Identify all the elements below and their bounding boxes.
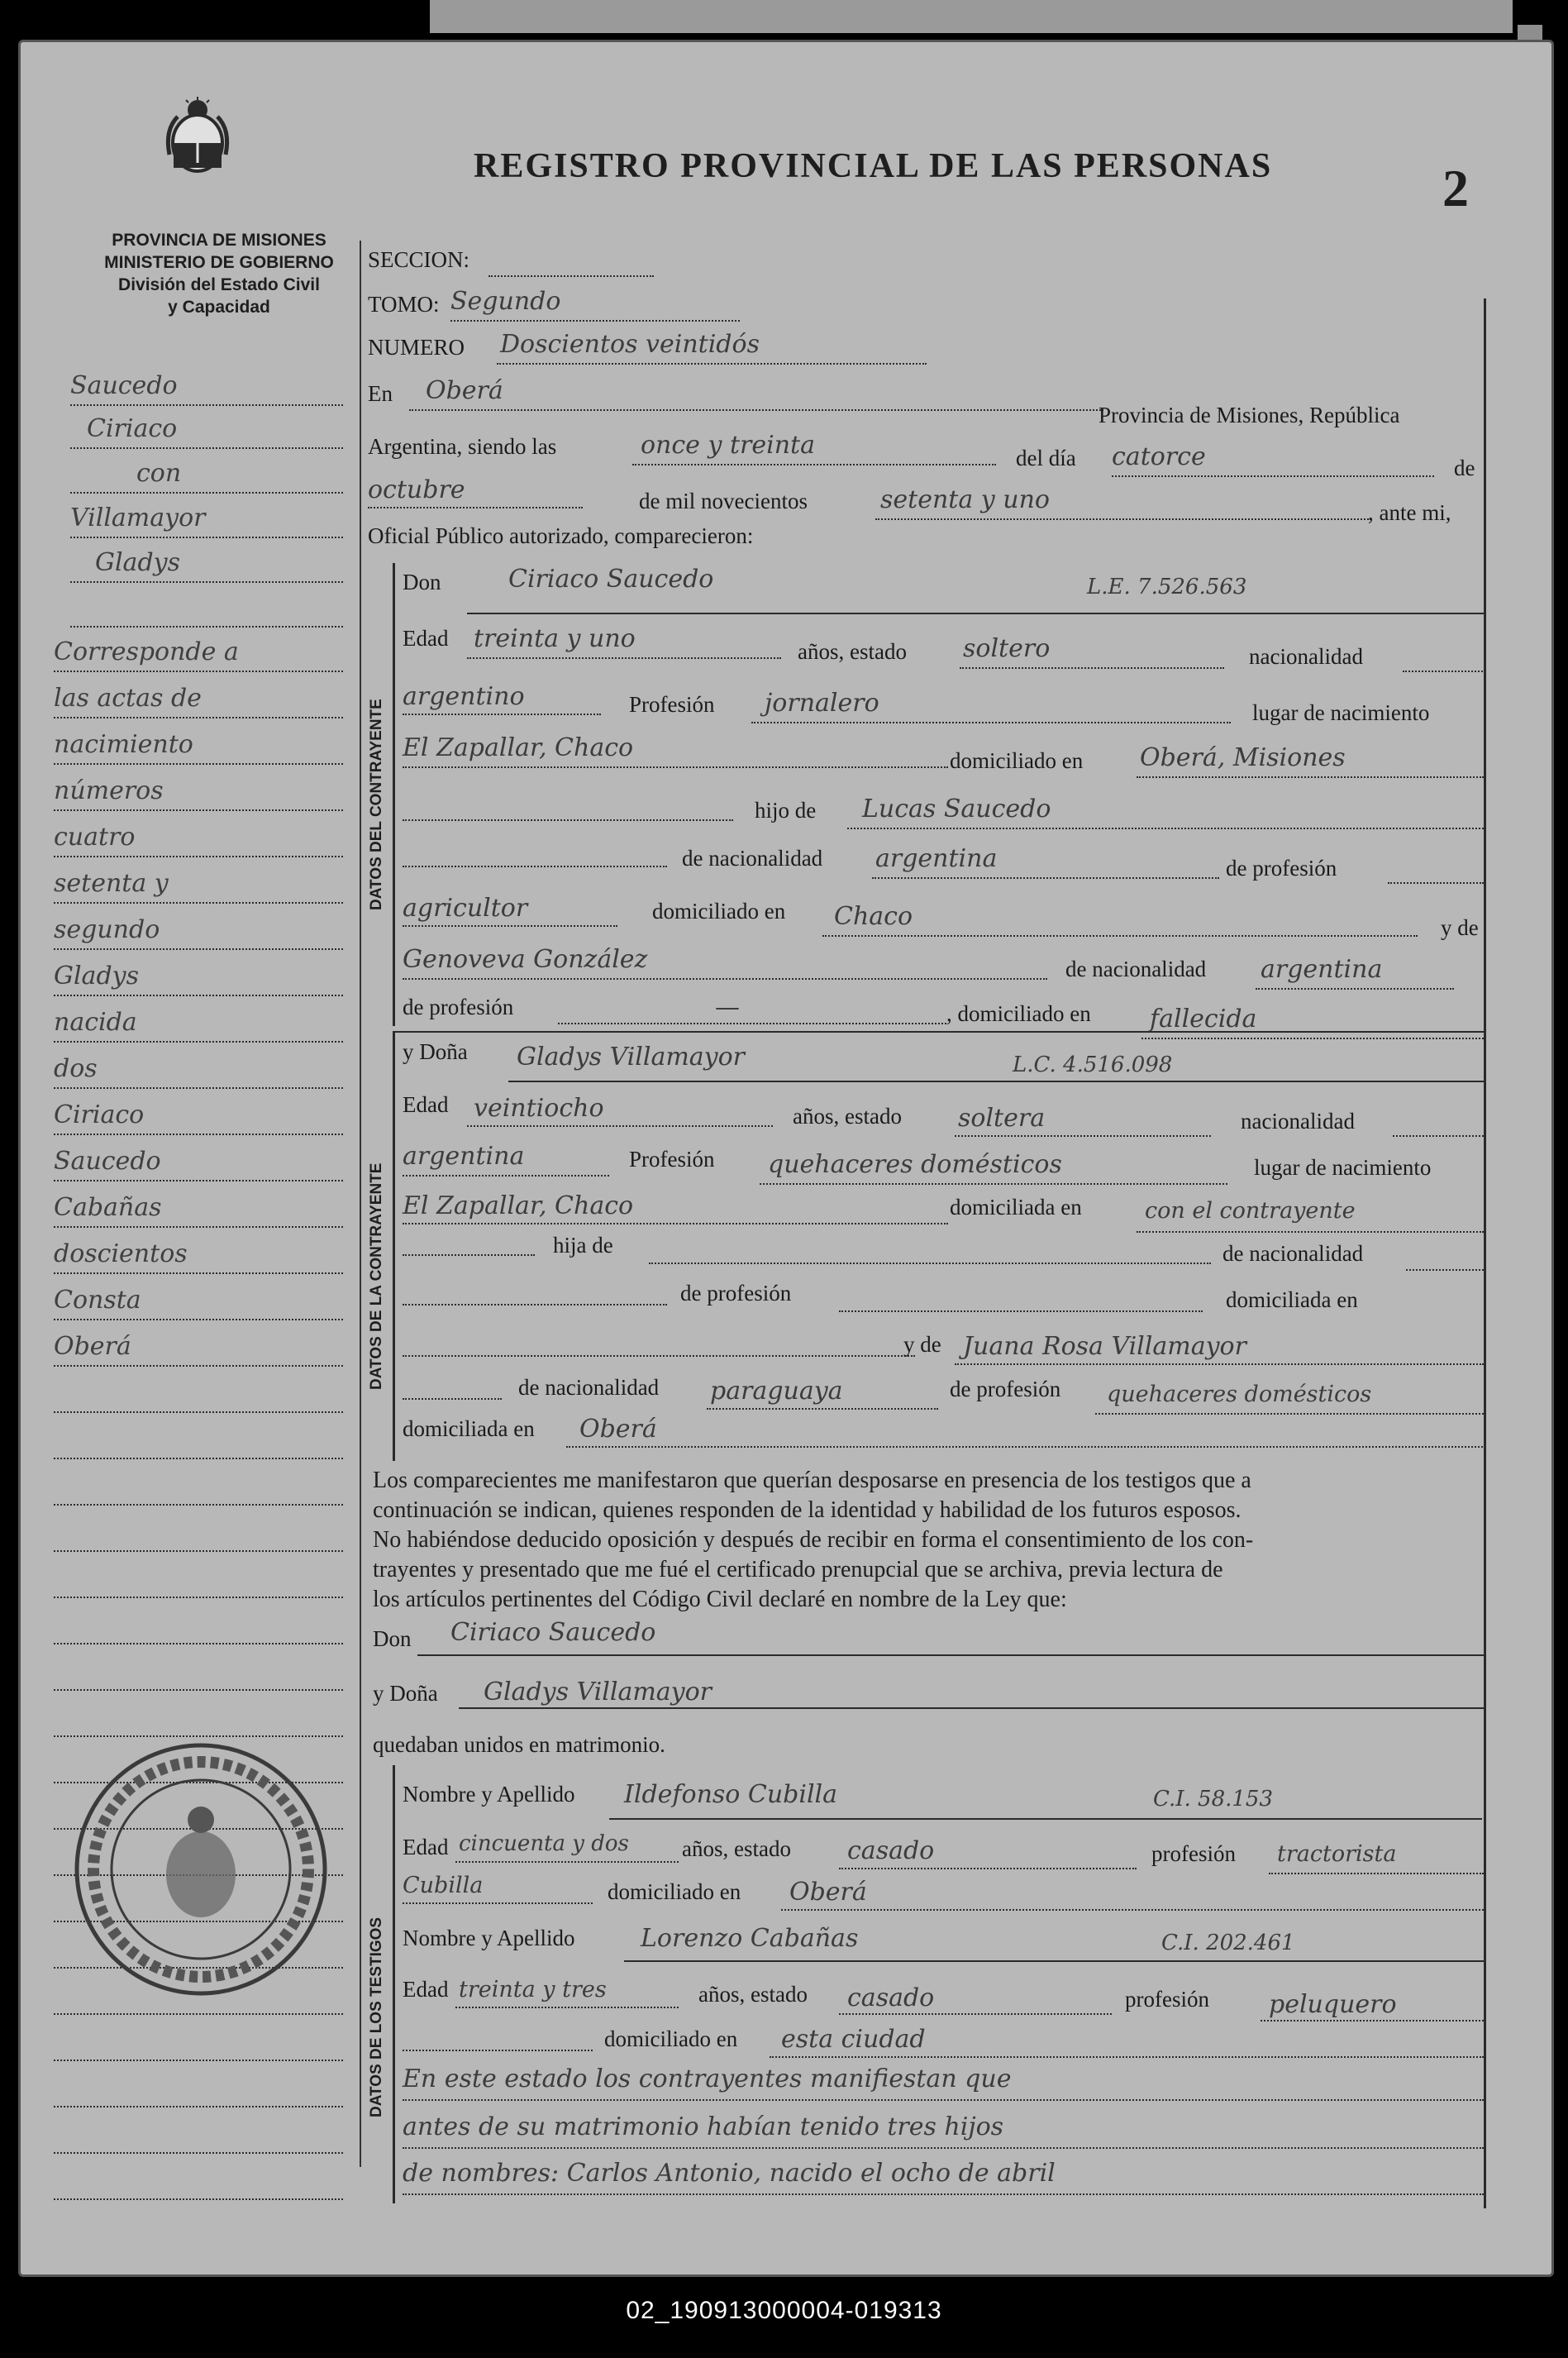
padre-prof-line — [403, 925, 617, 927]
margin-rule — [54, 1689, 343, 1691]
margin-note: setenta y — [54, 869, 169, 898]
hija-line — [649, 1263, 1211, 1264]
dia-line — [1112, 475, 1434, 477]
madre-line — [403, 978, 1047, 980]
f-madre-prof-value: quehaceres domésticos — [1107, 1382, 1372, 1407]
margin-rule — [54, 902, 343, 904]
f-madre-nac-line — [707, 1408, 938, 1410]
margin-note: dos — [54, 1054, 98, 1083]
office-header — [79, 229, 360, 318]
numero-label: NUMERO — [368, 335, 465, 360]
contrayenta-section-label: DATOS DE LA CONTRAYENTE — [368, 1162, 385, 1390]
nac-value-line — [403, 714, 601, 715]
f-madre-value: Juana Rosa Villamayor — [963, 1332, 1246, 1361]
contrayente-name: Ciriaco Saucedo — [508, 565, 714, 594]
hija-label: hija de — [553, 1233, 613, 1258]
margin-rule — [54, 671, 343, 672]
contrayenta-doc: L.C. 4.516.098 — [1013, 1053, 1173, 1077]
f-domicilio-value: con el contrayente — [1145, 1198, 1356, 1224]
decl-don-label: Don — [373, 1626, 412, 1651]
margin-rule — [54, 717, 343, 718]
margin-rule — [54, 1272, 343, 1274]
domicilio-line — [1137, 776, 1484, 778]
de-prof-line — [1388, 882, 1484, 884]
padre-value: Lucas Saucedo — [862, 795, 1051, 823]
margin-note: segundo — [54, 915, 160, 944]
margin-rule — [54, 2013, 343, 2015]
seccion-line — [489, 275, 654, 277]
declaration-paragraph — [373, 1466, 1495, 1615]
f-edad-label: Edad — [403, 1092, 449, 1117]
margin-rule — [54, 809, 343, 811]
margin-note: Saucedo — [70, 371, 178, 400]
official-stamp-icon — [60, 1729, 341, 2010]
margin-note: doscientos — [54, 1239, 188, 1268]
margin-rule — [54, 2060, 343, 2061]
madre-dom-value: fallecida — [1150, 1005, 1257, 1033]
office-line-3: División del Estado Civil — [118, 275, 320, 294]
register-page — [18, 40, 1554, 2277]
nota-rule-3 — [403, 2193, 1484, 2195]
declaration-line-4: trayentes y presentado que me fué el certificado prenupcial que se archiva, previa lectura de — [373, 1557, 1223, 1582]
t1-domiciliado-label: domiciliado en — [608, 1879, 741, 1904]
f-edad-value: veintiocho — [474, 1094, 604, 1123]
profesion-label: Profesión — [629, 692, 715, 717]
margin-rule — [70, 581, 343, 583]
madre-nac-line — [1256, 988, 1454, 990]
margin-note: Villamayor — [70, 504, 206, 532]
en-label: En — [368, 381, 393, 406]
margin-note: Oberá — [54, 1332, 131, 1361]
padre-prof-value: agricultor — [403, 894, 528, 923]
margin-rule — [70, 626, 343, 628]
declaration-line-1: Los comparecientes me manifestaron que querían desposarse en presencia de los testigos que a — [373, 1468, 1251, 1493]
margin-divider — [360, 241, 361, 2167]
coat-of-arms-icon — [161, 97, 234, 176]
margin-note: Consta — [54, 1286, 141, 1315]
contrayente-section-label: DATOS DEL CONTRAYENTE — [368, 699, 385, 910]
t2-profesion: peluquero — [1269, 1990, 1397, 2019]
f-lugar-value: El Zapallar, Chaco — [403, 1191, 634, 1220]
decl-dona-line — [459, 1707, 1485, 1709]
t1-profesion: tractorista — [1277, 1841, 1397, 1867]
profesion-value: jornalero — [765, 689, 879, 718]
margin-rule — [54, 1411, 343, 1413]
f-y-de-label: y de — [903, 1332, 941, 1357]
nota-line-1: En este estado los contrayentes manifiestan que — [403, 2064, 1012, 2093]
padre-dom-line — [822, 935, 1418, 937]
padre-line — [847, 828, 1484, 829]
decl-dona-value: Gladys Villamayor — [484, 1678, 713, 1706]
margin-note: nacida — [54, 1008, 137, 1037]
seccion-label: SECCION: — [368, 247, 470, 272]
margin-rule — [54, 1226, 343, 1228]
t1-profesion-cont: Cubilla — [403, 1873, 484, 1898]
edad-line — [467, 657, 781, 659]
decl-don-value: Ciriaco Saucedo — [450, 1618, 656, 1647]
edad-label: Edad — [403, 626, 449, 651]
f-madre-dom-value: Oberá — [579, 1415, 657, 1444]
tomo-value: Segundo — [450, 287, 561, 316]
mil-label: de mil novecientos — [639, 489, 808, 513]
office-line-4: y Capacidad — [168, 298, 270, 317]
anios-label: años, estado — [798, 639, 907, 664]
madre-prof-line — [558, 1023, 946, 1024]
margin-rule — [54, 995, 343, 996]
madre-nac-label: de nacionalidad — [1065, 957, 1207, 981]
padre-nac-line — [872, 877, 1219, 879]
lugar-label: lugar de nacimiento — [1252, 700, 1430, 725]
f-de-nac-line — [1406, 1269, 1484, 1271]
madre-prof-label: de profesión — [403, 995, 514, 1019]
estado-line — [960, 667, 1224, 669]
edad-value: treinta y uno — [474, 624, 636, 653]
t1-doc: C.I. 58.153 — [1153, 1787, 1274, 1811]
profesion-line — [751, 722, 1231, 723]
margin-rule — [54, 1550, 343, 1552]
madre-prof-value: — — [715, 993, 740, 1022]
t2-anios-label: años, estado — [698, 1982, 808, 2007]
f-madre-nac-pre-line — [403, 1398, 502, 1400]
margin-rule — [54, 1458, 343, 1459]
margin-rule — [54, 1504, 343, 1506]
de-label: de — [1454, 456, 1475, 480]
f-madre-nac-value: paraguaya — [710, 1377, 843, 1406]
t1-domicilio: Oberá — [789, 1878, 867, 1907]
margin-note: Ciriaco — [87, 414, 178, 443]
margin-rule — [54, 763, 343, 765]
f-edad-line — [467, 1125, 773, 1127]
t2-doc: C.I. 202.461 — [1161, 1931, 1295, 1955]
nac-label: nacionalidad — [1249, 644, 1363, 669]
hora-line — [632, 464, 996, 465]
margin-rule — [54, 856, 343, 857]
page-title: REGISTRO PROVINCIAL DE LAS PERSONAS — [474, 147, 1273, 185]
contrayente-f-bracket — [393, 1031, 395, 1461]
margin-rule — [54, 1087, 343, 1089]
contrayente-bracket — [393, 563, 395, 1026]
nota-rule-1 — [403, 2099, 1484, 2101]
nac-value: argentino — [403, 682, 525, 711]
t1-edad: cincuenta y dos — [459, 1831, 629, 1856]
margin-note: cuatro — [54, 823, 136, 852]
decl-dona-label: y Doña — [373, 1681, 438, 1706]
f-estado-line — [955, 1135, 1211, 1137]
t1-profesion-label: profesión — [1151, 1841, 1236, 1866]
ante-label: , ante mi, — [1368, 500, 1451, 525]
t1-domicilio-line — [781, 1909, 1484, 1911]
t2-domiciliado-label: domiciliado en — [604, 2026, 738, 2051]
f-profesion-line — [760, 1183, 1227, 1185]
lugar-line — [403, 766, 948, 768]
t1-edad-line — [455, 1861, 679, 1863]
t2-edad-label: Edad — [403, 1977, 449, 2002]
dona-line — [508, 1081, 1485, 1082]
madre-nac-value: argentina — [1261, 955, 1383, 984]
image-id-caption: 02_190913000004-019313 — [626, 2297, 942, 2324]
t2-nombre: Lorenzo Cabañas — [641, 1924, 859, 1953]
hijo-pre-line — [403, 819, 733, 821]
numero-line — [497, 363, 927, 365]
t2-edad: treinta y tres — [459, 1977, 607, 2002]
padre-nac-pre-line — [403, 866, 667, 867]
numero-value: Doscientos veintidós — [500, 330, 760, 359]
declaration-line-3: No habiéndose deducido oposición y después de recibir en forma el consentimiento de los con- — [373, 1527, 1254, 1553]
page-number: 2 — [1442, 159, 1469, 217]
margin-rule — [70, 404, 343, 406]
margin-note: con — [136, 459, 182, 488]
testigos-bracket — [393, 1765, 395, 2203]
f-anios-label: años, estado — [793, 1104, 902, 1129]
testigos-section-label: DATOS DE LOS TESTIGOS — [368, 1916, 385, 2117]
t2-profesion-line — [1261, 2020, 1484, 2021]
margin-note: Corresponde a — [54, 637, 239, 666]
margin-rule — [54, 2152, 343, 2154]
f-de-prof-label: de profesión — [680, 1281, 792, 1305]
f-profesion-value: quehaceres domésticos — [768, 1150, 1062, 1179]
f-lugar-line — [403, 1223, 948, 1224]
margin-rule — [54, 1134, 343, 1135]
f-ydd-pre-line — [403, 1355, 915, 1357]
f-padre-dom-label: domiciliada en — [1226, 1287, 1358, 1312]
t2-domicilio-line — [770, 2056, 1484, 2058]
contrayente-doc: L.E. 7.526.563 — [1087, 575, 1247, 599]
madre-value: Genoveva González — [403, 945, 648, 974]
en-line — [409, 409, 1103, 411]
t1-nombre-line — [609, 1818, 1482, 1820]
f-madre-nac-label: de nacionalidad — [518, 1375, 660, 1400]
lugar-value: El Zapallar, Chaco — [403, 733, 634, 762]
margin-rule — [54, 2198, 343, 2200]
margin-rule — [54, 1180, 343, 1181]
hijo-label: hijo de — [755, 798, 817, 823]
madre-dom-line — [1141, 1038, 1484, 1039]
padre-dom-label: domiciliado en — [652, 899, 786, 924]
anio-line — [875, 518, 1371, 520]
declaration-line-2: continuación se indican, quienes responden de la identidad y habilidad de los futuros esposos. — [373, 1497, 1242, 1523]
f-madre-dom-line — [566, 1446, 1485, 1448]
padre-dom-value: Chaco — [834, 902, 913, 931]
f-nac-line — [1393, 1135, 1484, 1137]
f-madre-line — [955, 1363, 1484, 1365]
f-prof-pre-line — [403, 1304, 667, 1305]
margin-rule — [54, 1643, 343, 1644]
t2-edad-line — [455, 2007, 679, 2008]
anio-value: setenta y uno — [880, 485, 1050, 514]
decl-don-line — [417, 1654, 1485, 1656]
provincia-text: Provincia de Misiones, República — [1099, 403, 1400, 427]
dia-value: catorce — [1112, 442, 1206, 471]
declaration-line-5: los artículos pertinentes del Código Civil declaré en nombre de la Ley que: — [373, 1587, 1067, 1612]
nota-line-2: antes de su matrimonio habían tenido tres hijos — [403, 2112, 1004, 2141]
f-de-prof-line — [839, 1310, 1203, 1312]
t2-nombre-line — [624, 1960, 1484, 1962]
t1-edad-label: Edad — [403, 1835, 449, 1859]
margin-rule — [70, 537, 343, 538]
section-separator — [393, 1031, 1485, 1033]
office-line-1: PROVINCIA DE MISIONES — [112, 231, 326, 250]
mes-value: octubre — [368, 475, 465, 504]
domiciliado-label: domiciliado en — [950, 748, 1084, 773]
margin-rule — [54, 1041, 343, 1043]
margin-rule — [70, 447, 343, 449]
hora-value: once y treinta — [641, 431, 815, 460]
margin-note: Gladys — [54, 962, 139, 990]
t2-nombre-label: Nombre y Apellido — [403, 1926, 575, 1950]
nota-line-3: de nombres: Carlos Antonio, nacido el ocho de abril — [403, 2159, 1056, 2188]
don-line — [467, 613, 1485, 614]
dona-label: y Doña — [403, 1039, 468, 1064]
margin-rule — [54, 948, 343, 950]
t2-profesion-label: profesión — [1125, 1987, 1209, 2012]
margin-rule — [70, 492, 343, 494]
margin-note: Ciriaco — [54, 1100, 145, 1129]
margin-note: nacimiento — [54, 730, 193, 759]
margin-rule — [54, 2106, 343, 2107]
f-nac-label: nacionalidad — [1241, 1109, 1355, 1134]
t1-estado-line — [839, 1868, 1137, 1869]
don-label: Don — [403, 570, 441, 594]
hija-pre-line — [403, 1254, 535, 1256]
f-nac-value: argentina — [403, 1142, 525, 1171]
argentina-text: Argentina, siendo las — [368, 434, 557, 459]
tomo-label: TOMO: — [368, 292, 440, 317]
margin-rule — [54, 1365, 343, 1367]
y-de-label: y de — [1441, 915, 1479, 940]
f-madre-prof-line — [1095, 1413, 1484, 1415]
tomo-line — [450, 320, 740, 322]
nac-line — [1403, 671, 1485, 672]
t2-domicilio: esta ciudad — [781, 2025, 926, 2054]
t1-pre-line — [403, 1902, 593, 1904]
margin-note: números — [54, 776, 164, 805]
decl-cierre: quedaban unidos en matrimonio. — [373, 1732, 665, 1757]
t2-estado: casado — [847, 1983, 935, 2012]
margin-note: Saucedo — [54, 1147, 161, 1176]
office-line-2: MINISTERIO DE GOBIERNO — [104, 253, 334, 272]
f-profesion-label: Profesión — [629, 1147, 715, 1172]
madre-dom-label: , domiciliado en — [946, 1001, 1091, 1026]
de-nac-label: de nacionalidad — [682, 846, 823, 871]
margin-rule — [54, 1597, 343, 1598]
del-dia-label: del día — [1016, 446, 1076, 470]
f-estado-value: soltera — [958, 1104, 1046, 1133]
en-value: Oberá — [426, 376, 503, 405]
t1-anios-label: años, estado — [682, 1836, 791, 1861]
estado-value: soltero — [963, 634, 1051, 663]
f-madre-dom-label: domiciliada en — [403, 1416, 535, 1441]
margin-note: Cabañas — [54, 1193, 162, 1222]
right-border — [1484, 298, 1486, 2208]
f-domicilio-line — [1137, 1231, 1484, 1233]
margin-note: las actas de — [54, 684, 202, 713]
t1-nombre-label: Nombre y Apellido — [403, 1782, 575, 1807]
margin-rule — [54, 1319, 343, 1320]
f-nac-value-line — [403, 1175, 609, 1177]
t1-estado: casado — [847, 1836, 935, 1865]
nota-rule-2 — [403, 2147, 1484, 2149]
t2-estado-line — [839, 2013, 1112, 2015]
f-de-nac-label: de nacionalidad — [1222, 1241, 1364, 1266]
f-madre-prof-label: de profesión — [950, 1377, 1061, 1401]
margin-note: Gladys — [95, 548, 180, 577]
mes-line — [368, 507, 583, 508]
f-lugar-label: lugar de nacimiento — [1254, 1155, 1432, 1180]
t2-pre-line — [403, 2050, 593, 2051]
domicilio-value: Oberá, Misiones — [1140, 743, 1346, 772]
contrayenta-name: Gladys Villamayor — [517, 1043, 746, 1072]
oficial-text: Oficial Público autorizado, comparecieron: — [368, 523, 754, 548]
de-prof-label: de profesión — [1226, 856, 1337, 881]
t1-profesion-line — [1269, 1873, 1484, 1874]
t1-nombre: Ildefonso Cubilla — [624, 1780, 838, 1809]
top-page-edge — [430, 0, 1513, 33]
padre-nac-value: argentina — [875, 844, 998, 873]
f-domiciliada-label: domiciliada en — [950, 1195, 1082, 1220]
